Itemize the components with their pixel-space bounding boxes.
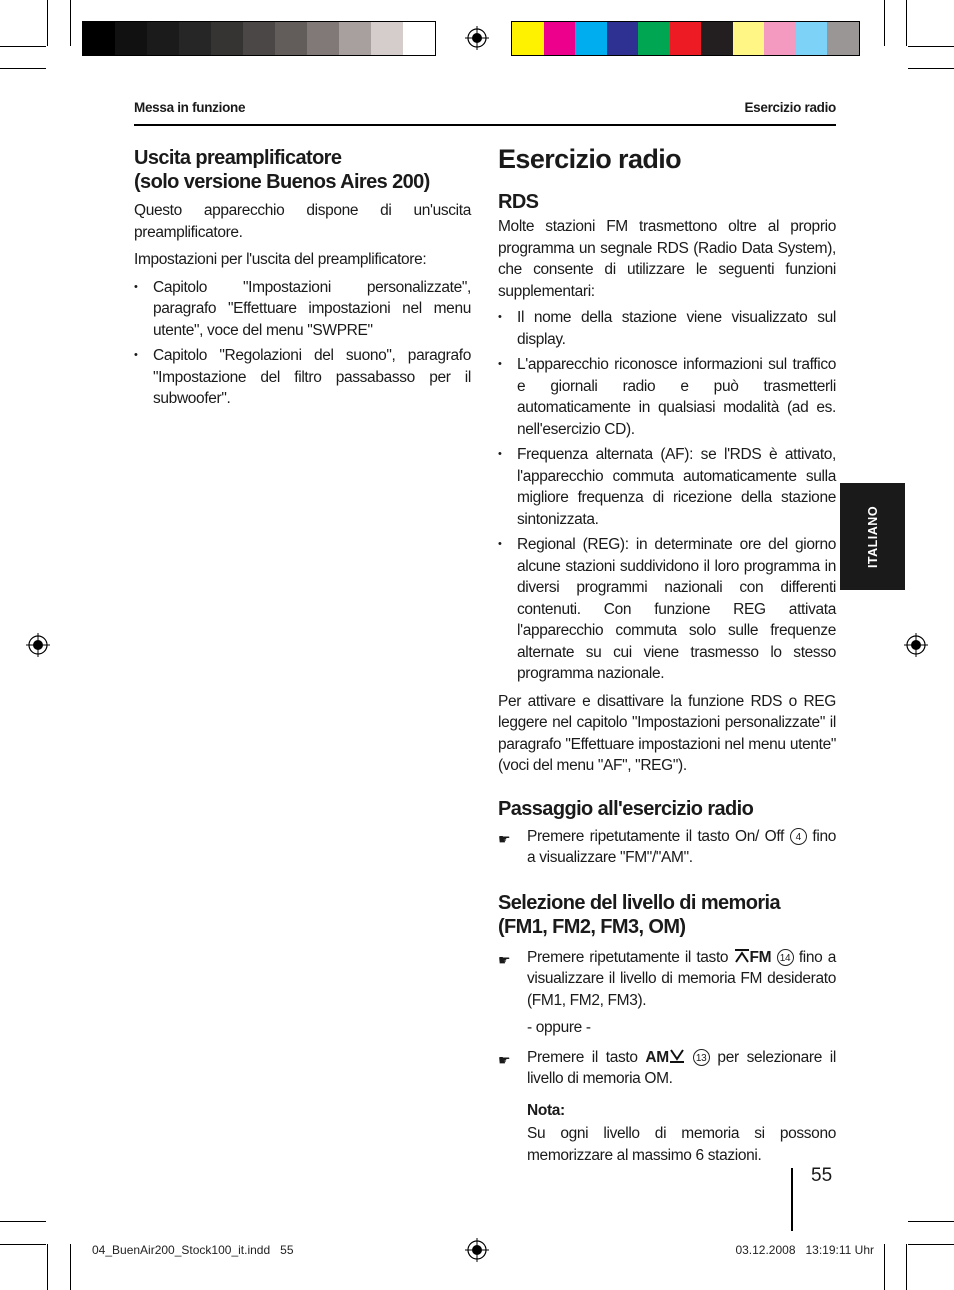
color-swatch — [211, 22, 243, 55]
note-text: Su ogni livello di memoria si possono memorizzare al massimo 6 stazioni. — [527, 1125, 836, 1164]
step-text: fino a visualizzare il livello di memoria FM desiderato (FM1, FM2, FM3). — [527, 948, 836, 1009]
note-label: Nota: — [527, 1101, 565, 1119]
memory-level-heading — [498, 891, 836, 939]
registration-mark-icon — [26, 633, 50, 657]
right-column — [498, 142, 836, 1166]
preamp-heading-line2: (solo versione Buenos Aires 200) — [134, 171, 430, 193]
color-swatch — [796, 22, 828, 55]
step-text: Premere il tasto — [527, 1048, 638, 1066]
crop-mark — [0, 1244, 46, 1245]
color-swatch — [544, 22, 576, 55]
color-swatch — [307, 22, 339, 55]
crop-mark — [906, 0, 907, 46]
crop-mark — [0, 68, 46, 69]
list-item: • L'apparecchio riconosce informazioni sul traffico e giornali radio e può trasmetterli automaticamente in qualsiasi modalità (ad es. nell'esercizio CD). — [498, 354, 836, 440]
fm-key-text: FM — [749, 948, 772, 966]
step-text: per selezionare il livello di memoria OM. — [527, 1048, 836, 1087]
grayscale-calibration-bar — [82, 21, 436, 56]
crop-mark — [47, 1244, 48, 1290]
slug-filename: 04_BuenAir200_Stock100_it.indd 55 — [92, 1243, 294, 1257]
color-swatch — [371, 22, 403, 55]
color-swatch — [701, 22, 733, 55]
note-block — [498, 1100, 836, 1167]
language-tab — [840, 483, 905, 590]
crop-mark — [884, 1244, 885, 1290]
color-calibration-bar — [511, 21, 860, 56]
color-swatch — [243, 22, 275, 55]
list-item: • Frequenza alternata (AF): se l'RDS è attivato, l'apparecchio commuta automaticamente sulla migliore frequenza di ricezione della stazione sintonizzata. — [498, 444, 836, 530]
memory-heading-line1: Selezione del livello di memoria — [498, 891, 781, 914]
radio-switch-heading: Passaggio all'esercizio radio — [498, 797, 754, 820]
crop-mark — [908, 1221, 954, 1222]
color-swatch — [607, 22, 639, 55]
memory-am-step — [498, 1047, 836, 1090]
preamp-bullet-list — [134, 277, 471, 410]
arrow-up-icon — [734, 949, 750, 963]
registration-mark-icon — [465, 26, 489, 50]
am-key-label — [645, 1049, 692, 1066]
rds-outro: Per attivare e disattivare la funzione RDS o REG leggere nel capitolo "Impostazioni personalizzate" il paragrafo "Effettuare impostazioni nel menu utente" (voci del menu "AF", "REG"). — [498, 692, 836, 774]
page-title: Esercizio radio — [498, 144, 682, 174]
oppure-separator: - oppure - — [527, 1019, 591, 1036]
color-swatch — [403, 22, 435, 55]
color-swatch — [339, 22, 371, 55]
list-item: • Regional (REG): in determinate ore del giorno alcune stazioni suddividono il loro programma in diversi programmi nazionali con differenti contenuti. Con funzione REG attivata l'apparecchio commuta solo sulle frequenze alternate su cui viene trasmesso lo stesso programma nazionale. — [498, 534, 836, 685]
key-number-badge: 4 — [790, 828, 807, 845]
crop-mark — [908, 1244, 954, 1245]
step-text: Premere ripetutamente il tasto On/ Off — [527, 827, 784, 845]
color-swatch — [733, 22, 765, 55]
pointing-hand-icon: ☛ — [498, 951, 511, 968]
page-number: 55 — [811, 1165, 833, 1186]
fm-key-label — [734, 949, 777, 966]
color-swatch — [147, 22, 179, 55]
rds-intro: Molte stazioni FM trasmettono oltre al proprio programma un segnale RDS (Radio Data System), che consente di utilizzare le seguenti funzioni supplementari: — [498, 218, 836, 300]
language-tab-label: ITALIANO — [865, 505, 880, 568]
left-column — [134, 146, 471, 410]
pointing-hand-icon: ☛ — [498, 1051, 511, 1068]
color-swatch — [575, 22, 607, 55]
color-swatch — [764, 22, 796, 55]
color-swatch — [115, 22, 147, 55]
color-swatch — [512, 22, 544, 55]
radio-switch-step — [498, 826, 836, 869]
preamp-heading — [134, 146, 471, 194]
preamp-paragraph: Questo apparecchio dispone di un'uscita preamplificatore. — [134, 202, 471, 241]
color-swatch — [275, 22, 307, 55]
header-section-right: Esercizio radio — [744, 100, 836, 115]
crop-mark — [884, 0, 885, 46]
list-item: • Capitolo "Regolazioni del suono", paragrafo "Impostazione del filtro passabasso per il subwoofer". — [134, 345, 471, 410]
rds-heading: RDS — [498, 191, 539, 213]
crop-mark — [908, 46, 954, 47]
color-swatch — [83, 22, 115, 55]
memory-fm-step — [498, 947, 836, 1012]
page-number-rule — [791, 1168, 793, 1231]
preamp-settings-intro: Impostazioni per l'uscita del preamplificatore: — [134, 251, 427, 268]
crop-mark — [908, 68, 954, 69]
list-item: • Capitolo "Impostazioni personalizzate", paragrafo "Effettuare impostazioni nel menu utente", voce del menu "SWPRE" — [134, 277, 471, 342]
step-text: Premere ripetutamente il tasto — [527, 948, 729, 966]
color-swatch — [670, 22, 702, 55]
slug-timestamp: 03.12.2008 13:19:11 Uhr — [735, 1243, 874, 1257]
crop-mark — [0, 46, 46, 47]
header-rule — [134, 124, 836, 126]
header-section-left: Messa in funzione — [134, 100, 246, 115]
crop-mark — [0, 1221, 46, 1222]
arrow-down-icon — [669, 1049, 685, 1063]
registration-mark-icon — [904, 633, 928, 657]
crop-mark — [47, 0, 48, 46]
color-swatch — [827, 22, 859, 55]
color-swatch — [179, 22, 211, 55]
preamp-heading-line1: Uscita preamplificatore — [134, 147, 342, 169]
color-swatch — [638, 22, 670, 55]
step-text: fino a visualizzare "FM"/"AM". — [527, 827, 836, 866]
key-number-badge: 13 — [693, 1049, 710, 1066]
pointing-hand-icon: ☛ — [498, 830, 511, 847]
list-item: • Il nome della stazione viene visualizzato sul display. — [498, 307, 836, 350]
registration-mark-icon — [465, 1238, 489, 1262]
crop-mark — [70, 1244, 71, 1290]
am-key-text: AM — [645, 1048, 669, 1066]
crop-mark — [70, 0, 71, 46]
key-number-badge: 14 — [777, 949, 794, 966]
crop-mark — [906, 1244, 907, 1290]
rds-bullet-list — [498, 307, 836, 685]
memory-heading-line2: (FM1, FM2, FM3, OM) — [498, 915, 686, 938]
